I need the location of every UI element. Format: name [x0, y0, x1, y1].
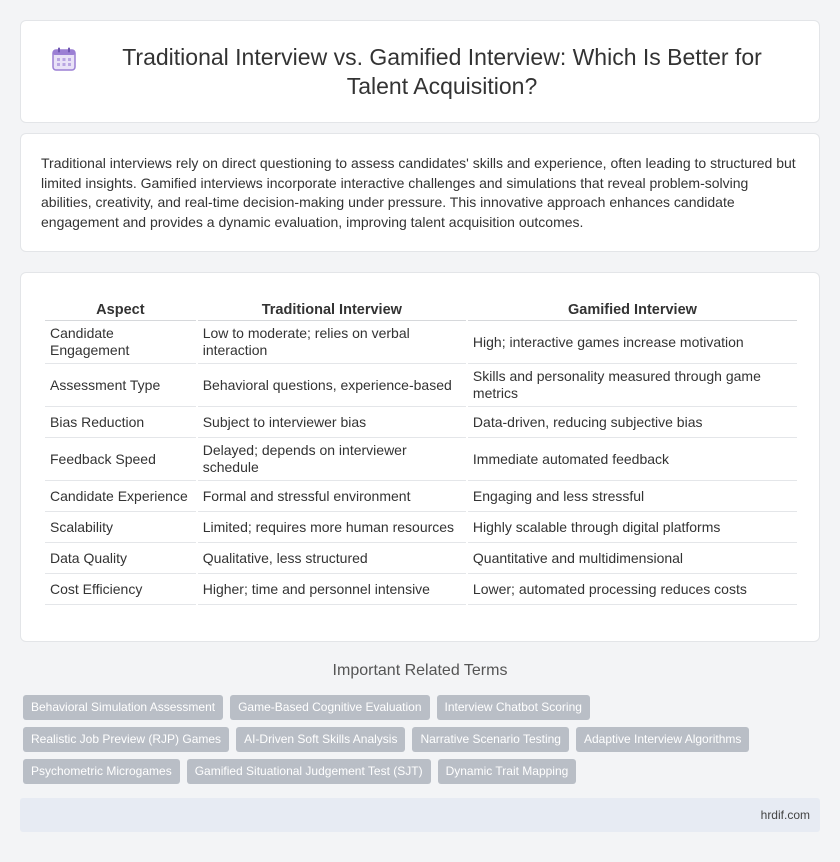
table-row	[45, 364, 797, 407]
table-row	[45, 574, 797, 605]
aspect-cell: Candidate Engagement	[45, 321, 196, 364]
traditional-cell: Behavioral questions, experience-based	[198, 364, 466, 407]
related-term-tag[interactable]: Interview Chatbot Scoring	[437, 695, 590, 720]
traditional-cell: Qualitative, less structured	[198, 543, 466, 574]
traditional-cell: Subject to interviewer bias	[198, 407, 466, 438]
aspect-cell: Bias Reduction	[45, 407, 196, 438]
gamified-cell: High; interactive games increase motivation	[468, 321, 797, 364]
aspect-cell: Feedback Speed	[45, 438, 196, 481]
traditional-cell: Delayed; depends on interviewer schedule	[198, 438, 466, 481]
title-card	[20, 20, 820, 123]
traditional-cell: Low to moderate; relies on verbal interaction	[198, 321, 466, 364]
header-gamified: Gamified Interview	[468, 295, 797, 321]
traditional-cell: Limited; requires more human resources	[198, 512, 466, 543]
page-title: Traditional Interview vs. Gamified Interview: Which Is Better for Talent Acquisition?	[122, 43, 762, 99]
aspect-cell: Data Quality	[45, 543, 196, 574]
gamified-cell: Highly scalable through digital platforms	[468, 512, 797, 543]
gamified-cell: Lower; automated processing reduces costs	[468, 574, 797, 605]
gamified-cell: Skills and personality measured through game metrics	[468, 364, 797, 407]
table-row	[45, 543, 797, 574]
related-term-tag[interactable]: Psychometric Microgames	[23, 759, 180, 784]
calendar-icon	[51, 46, 77, 72]
related-term-tag[interactable]: Game-Based Cognitive Evaluation	[230, 695, 429, 720]
gamified-cell: Data-driven, reducing subjective bias	[468, 407, 797, 438]
footer	[20, 798, 820, 832]
aspect-cell: Candidate Experience	[45, 481, 196, 512]
gamified-cell: Engaging and less stressful	[468, 481, 797, 512]
related-term-tag[interactable]: AI-Driven Soft Skills Analysis	[236, 727, 405, 752]
traditional-cell: Formal and stressful environment	[198, 481, 466, 512]
aspect-cell: Assessment Type	[45, 364, 196, 407]
table-row	[45, 407, 797, 438]
table-row	[45, 512, 797, 543]
gamified-cell: Quantitative and multidimensional	[468, 543, 797, 574]
comparison-table	[43, 295, 799, 605]
intro-paragraph: Traditional interviews rely on direct questioning to assess candidates' skills and experience, often leading to structured but limited insights. Gamified interviews incorporate interactive challenges and simulations that reveal problem-solving abilities, creativity, and real-time decision-making under pressure. This innovative approach enhances candidate engagement and provides a dynamic evaluation, improving talent acquisition outcomes.	[41, 155, 796, 231]
table-row	[45, 321, 797, 364]
traditional-cell: Higher; time and personnel intensive	[198, 574, 466, 605]
comparison-card	[20, 272, 820, 642]
footer-site-link[interactable]: hrdif.com	[760, 808, 810, 822]
related-terms-list	[23, 695, 803, 791]
intro-card	[20, 133, 820, 252]
header-traditional: Traditional Interview	[198, 295, 466, 321]
aspect-cell: Cost Efficiency	[45, 574, 196, 605]
gamified-cell: Immediate automated feedback	[468, 438, 797, 481]
related-terms-heading: Important Related Terms	[332, 662, 508, 679]
table-row	[45, 438, 797, 481]
table-row	[45, 481, 797, 512]
aspect-cell: Scalability	[45, 512, 196, 543]
header-aspect: Aspect	[45, 295, 196, 321]
related-term-tag[interactable]: Adaptive Interview Algorithms	[576, 727, 749, 752]
table-header-row	[45, 295, 797, 321]
related-term-tag[interactable]: Narrative Scenario Testing	[412, 727, 569, 752]
related-term-tag[interactable]: Gamified Situational Judgement Test (SJT)	[187, 759, 431, 784]
related-term-tag[interactable]: Realistic Job Preview (RJP) Games	[23, 727, 229, 752]
related-term-tag[interactable]: Behavioral Simulation Assessment	[23, 695, 223, 720]
related-term-tag[interactable]: Dynamic Trait Mapping	[438, 759, 577, 784]
